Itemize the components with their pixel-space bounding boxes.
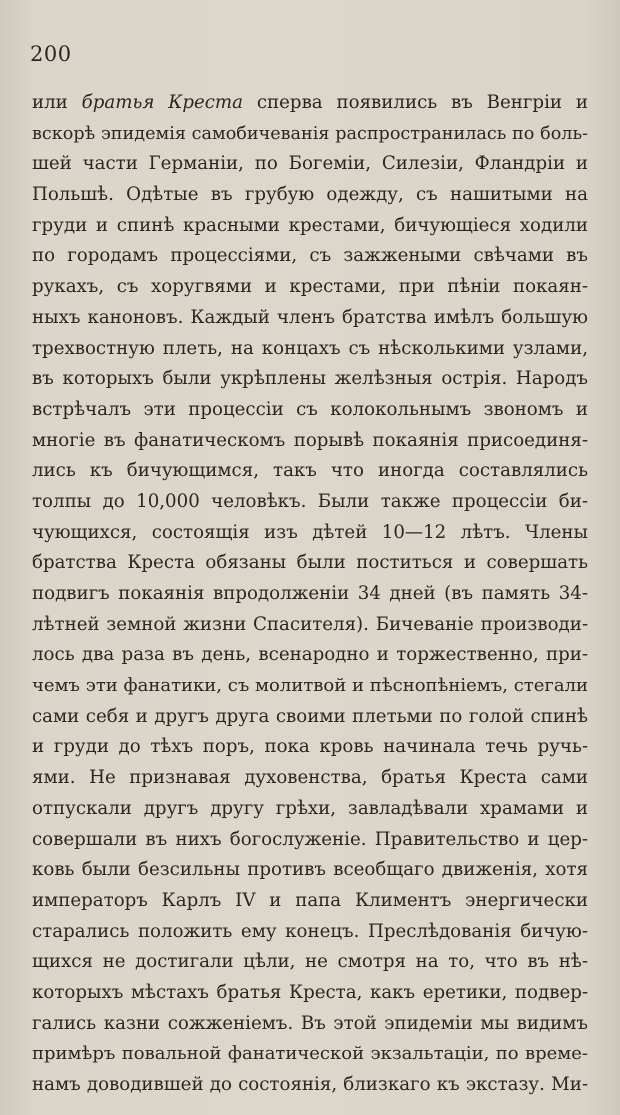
text-line bbox=[32, 303, 588, 334]
text-segment: многіе въ фанатическомъ порывѣ покаянія присоединя- bbox=[32, 429, 588, 451]
text-line bbox=[32, 886, 588, 917]
text-line bbox=[32, 149, 588, 180]
text-line bbox=[32, 1009, 588, 1040]
text-segment: шей части Германіи, по Богеміи, Силезіи, Фландріи и bbox=[32, 153, 588, 175]
text-line bbox=[32, 671, 588, 702]
text-segment: трехвостную плеть, на концахъ съ нѣсколькими узлами, bbox=[32, 337, 588, 359]
text-line bbox=[32, 180, 588, 211]
text-segment: щихся не достигали цѣли, не смотря на то, что въ нѣ- bbox=[32, 951, 588, 973]
text-segment: вскорѣ эпидемія самобичеванія распространилась по боль- bbox=[32, 123, 588, 144]
text-line bbox=[32, 487, 588, 518]
text-segment: лись къ бичующимся, такъ что иногда составлялись bbox=[32, 460, 588, 482]
text-segment: намъ доводившей до состоянія, близкаго къ экстазу. Ми- bbox=[32, 1074, 588, 1095]
text-line bbox=[32, 1039, 588, 1070]
text-segment: сперва появились въ Венгріи и bbox=[243, 92, 588, 113]
text-segment: встрѣчалъ эти процессіи съ колокольнымъ звономъ и bbox=[32, 398, 588, 420]
text-segment: совершали въ нихъ богослуженіе. Правительство и цер- bbox=[32, 828, 588, 850]
text-line bbox=[32, 395, 588, 426]
text-segment: братства Креста обязаны были поститься и совершать bbox=[32, 552, 588, 574]
page-number: 200 bbox=[30, 42, 72, 66]
text-segment: чующихся, состоящія изъ дѣтей 10—12 лѣтъ. Члены bbox=[32, 521, 588, 543]
text-segment: по городамъ процессіями, съ зажжеными свѣчами въ bbox=[32, 245, 588, 267]
text-segment: рукахъ, съ хоругвями и крестами, при пѣніи покаян- bbox=[32, 276, 588, 298]
text-segment: толпы до 10,000 человѣкъ. Были также процессіи би- bbox=[32, 490, 588, 512]
text-segment: ковь были безсильны противъ всеобщаго движенія, хотя bbox=[32, 859, 588, 881]
text-line bbox=[32, 211, 588, 242]
text-line bbox=[32, 579, 588, 610]
text-line bbox=[32, 794, 588, 825]
text-line bbox=[32, 272, 588, 303]
text-segment: гались казни сожженіемъ. Въ этой эпидеміи мы видимъ bbox=[32, 1012, 588, 1034]
text-segment: чемъ эти фанатики, съ молитвой и пѣснопѣніемъ, стегали bbox=[32, 675, 588, 697]
text-line bbox=[32, 763, 588, 794]
text-segment: императоръ Карлъ IV и папа Климентъ энергически bbox=[32, 889, 588, 911]
text-segment: лось два раза въ день, всенародно и торжественно, при- bbox=[32, 644, 588, 666]
text-line bbox=[32, 88, 588, 119]
text-segment: отпускали другъ другу грѣхи, завладѣвали храмами и bbox=[32, 797, 588, 819]
text-line bbox=[32, 610, 588, 641]
text-line bbox=[32, 334, 588, 365]
text-segment: ныхъ каноновъ. Каждый членъ братства имѣлъ большую bbox=[32, 306, 588, 328]
text-line bbox=[32, 978, 588, 1009]
text-segment: сами себя и другъ друга своими плетьми по голой спинѣ bbox=[32, 705, 588, 727]
italic-phrase: братья Креста bbox=[81, 92, 244, 113]
text-line bbox=[32, 702, 588, 733]
text-line bbox=[32, 947, 588, 978]
text-line bbox=[32, 426, 588, 457]
text-line bbox=[32, 855, 588, 886]
text-segment: и груди до тѣхъ поръ, пока кровь начинала течь ручь- bbox=[32, 736, 588, 758]
text-line bbox=[32, 917, 588, 948]
text-line bbox=[32, 518, 588, 549]
text-line bbox=[32, 548, 588, 579]
text-segment: которыхъ мѣстахъ братья Креста, какъ еретики, подвер- bbox=[32, 981, 588, 1003]
text-segment: въ которыхъ были укрѣплены желѣзныя острія. Народъ bbox=[32, 368, 588, 390]
body-text bbox=[32, 88, 588, 1101]
text-line bbox=[32, 456, 588, 487]
text-line bbox=[32, 640, 588, 671]
text-segment: или bbox=[32, 92, 82, 113]
text-segment: ями. Не признавая духовенства, братья Креста сами bbox=[32, 767, 588, 789]
text-line bbox=[32, 825, 588, 856]
text-segment: примѣръ повальной фанатической экзальтаціи, по време- bbox=[32, 1043, 588, 1065]
text-line bbox=[32, 241, 588, 272]
text-segment: лѣтней земной жизни Спасителя). Бичеваніе производи- bbox=[32, 613, 588, 635]
text-segment: старались положить ему конецъ. Преслѣдованія бичую- bbox=[32, 920, 588, 942]
text-line bbox=[32, 1070, 588, 1101]
text-line bbox=[32, 364, 588, 395]
text-line bbox=[32, 119, 588, 150]
text-segment: подвигъ покаянія впродолженіи 34 дней (въ память 34- bbox=[32, 583, 588, 604]
text-segment: груди и спинѣ красными крестами, бичующіеся ходили bbox=[32, 214, 588, 236]
text-line bbox=[32, 732, 588, 763]
text-segment: Польшѣ. Одѣтые въ грубую одежду, съ нашитыми на bbox=[32, 184, 588, 206]
